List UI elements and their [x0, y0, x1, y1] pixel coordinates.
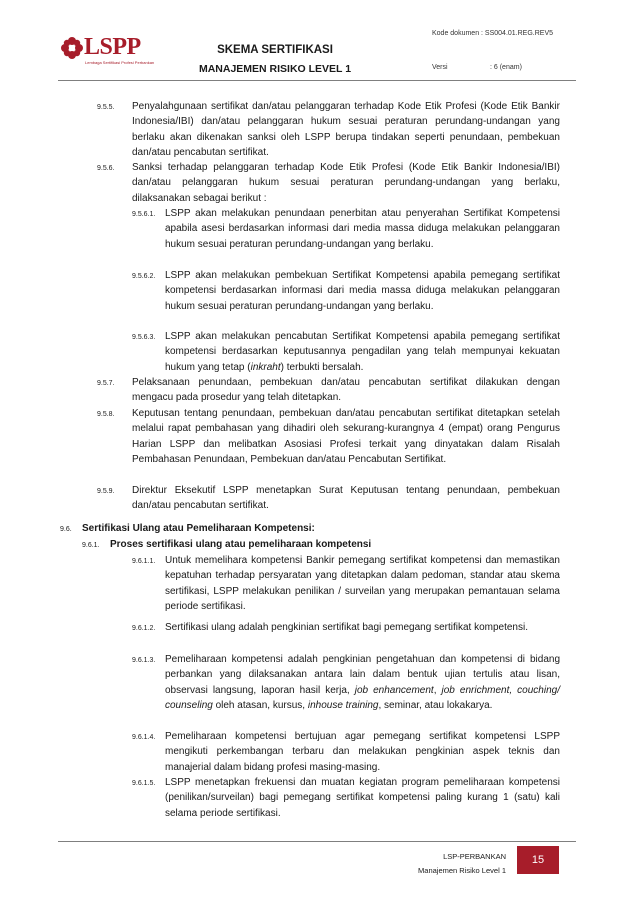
- item-number: 9.6.1.3.: [132, 657, 156, 664]
- item-number: 9.5.8.: [97, 411, 115, 418]
- item-number: 9.6.: [60, 526, 72, 533]
- item-text: LSPP akan melakukan pencabutan Sertifikat Kompetensi apabila pemegang sertifikat kompetensi berdasarkan keputusannya pengadilan yang telah mempunyai kekuatan hukum yang tetap (inkraht) terbukti bersalah.: [165, 331, 560, 373]
- item-number: 9.6.1.: [82, 542, 100, 549]
- subsection-heading: Proses sertifikasi ulang atau pemeliharaan kompetensi: [110, 539, 372, 550]
- header-divider: [58, 80, 576, 81]
- flower-emblem-icon: [60, 36, 84, 60]
- item-number: 9.6.1.5.: [132, 780, 156, 787]
- item-number: 9.6.1.4.: [132, 734, 156, 741]
- item-text: Sanksi terhadap pelanggaran terhadap Kode Etik Profesi (Kode Etik Bankir Indonesia/IBI) dan/atau pelanggaran hukum sesuai peraturan perundang-undangan yang berlaku, dilaksanakan sebagai berikut :: [132, 162, 560, 204]
- document-title: SKEMA SERTIFIKASI: [217, 44, 333, 56]
- document-version: [432, 64, 522, 71]
- item-text: Direktur Eksekutif LSPP menetapkan Surat Keputusan tentang penundaan, pembekuan dan/atau pencabutan sertifikat.: [132, 485, 560, 512]
- item-number: 9.5.6.: [97, 165, 115, 172]
- document-subtitle: MANAJEMEN RISIKO LEVEL 1: [198, 63, 352, 75]
- page-number: 15: [517, 846, 559, 874]
- document-code: Kode dokumen : SS004.01.REG.REV5: [432, 30, 554, 37]
- version-label: Versi: [432, 64, 448, 71]
- item-text: Pelaksanaan penundaan, pembekuan dan/atau pencabutan sertifikat dilakukan dengan mengacu pada prosedur yang telah ditetapkan.: [132, 377, 560, 404]
- item-number: 9.5.6.2.: [132, 273, 156, 280]
- item-text: Penyalahgunaan sertifikat dan/atau pelanggaran terhadap Kode Etik Profesi (Kode Etik Bankir Indonesia/IBI) dan/atau pelanggaran hukum sesuai peraturan perundang-undangan yang berlaku akan dikenakan sanksi oleh LSPP berupa tindakan seperti penundaan, pembekuan dan/atau pencabutan sertifikat.: [132, 101, 560, 158]
- lspp-logo: [60, 34, 155, 66]
- item-number: 9.5.9.: [97, 488, 115, 495]
- logo-wordmark: LSPP: [84, 34, 141, 60]
- footer-document-name: Manajemen Risiko Level 1: [418, 866, 506, 875]
- item-text: Untuk memelihara kompetensi Bankir pemegang sertifikat kompetensi dan memastikan kepatuhan terhadap persyaratan yang ditetapkan dalam pedoman, standar atau skema sertifikasi, LSPP melakukan penilikan / surveilan yang merupakan pemantauan selama periode sertifikasi.: [165, 555, 560, 612]
- item-number: 9.5.6.1.: [132, 211, 156, 218]
- item-text: LSPP akan melakukan pembekuan Sertifikat Kompetensi apabila pemegang sertifikat kompetensi berdasarkan informasi dari media massa diduga melakukan pelanggaran hukum sesuai peraturan perundang-undangan yang berlaku.: [165, 270, 560, 312]
- item-number: 9.5.6.3.: [132, 334, 156, 341]
- item-text: Keputusan tentang penundaan, pembekuan dan/atau pencabutan sertifikat ditetapkan setelah melalui rapat pembahasan yang dihadiri oleh sekurang-kurangnya 4 (empat) orang Pengurus Harian LSPP dan melibatkan Asosiasi Profesi terkait yang dinyatakan dalam Risalah Pembahasan Penundaan, Pembekuan dan/atau Pencabutan Sertifikat.: [132, 408, 560, 465]
- item-number: 9.6.1.1.: [132, 558, 156, 565]
- item-text: LSPP menetapkan frekuensi dan muatan kegiatan program pemeliharaan kompetensi (penilikan/surveilan) bagi pemegang sertifikat kompetensi paling kurang 1 (satu) kali selama periode sertifikasi.: [165, 777, 560, 819]
- item-number: 9.5.5.: [97, 104, 115, 111]
- footer-divider: [58, 841, 576, 842]
- item-text: Sertifikasi ulang adalah pengkinian sertifikat bagi pemegang sertifikat kompetensi.: [165, 622, 528, 633]
- logo-tagline: Lembaga Sertifikasi Profesi Perbankan: [85, 60, 155, 65]
- item-number: 9.5.7.: [97, 380, 115, 387]
- item-text: Pemeliharaan kompetensi adalah pengkinian pengetahuan dan kompetensi di bidang perbankan yang dilaksanakan antara lain dalam bentuk ujian tertulis atau lisan, observasi langsung, laporan hasil kerja, job enhancement, job enrichment, couching/ counseling oleh atasan, kursus, inhouse training, seminar, atau lokakarya.: [165, 654, 560, 711]
- item-text: Pemeliharaan kompetensi bertujuan agar pemegang sertifikat kompetensi LSPP mengikuti perkembangan terbaru dan melakukan pengkinian aspek teknis dan manajerial dalam bidang profesi masing-masing.: [165, 731, 560, 773]
- item-text: LSPP akan melakukan penundaan penerbitan atau penyerahan Sertifikat Kompetensi apabila asesi berdasarkan informasi dari media massa diduga melakukan pelanggaran hukum sesuai peraturan perundang-undangan yang berlaku.: [165, 208, 560, 250]
- version-value: : 6 (enam): [490, 64, 522, 71]
- section-heading: Sertifikasi Ulang atau Pemeliharaan Kompetensi:: [82, 523, 315, 534]
- item-number: 9.6.1.2.: [132, 625, 156, 632]
- footer-organization: LSP-PERBANKAN: [443, 852, 506, 861]
